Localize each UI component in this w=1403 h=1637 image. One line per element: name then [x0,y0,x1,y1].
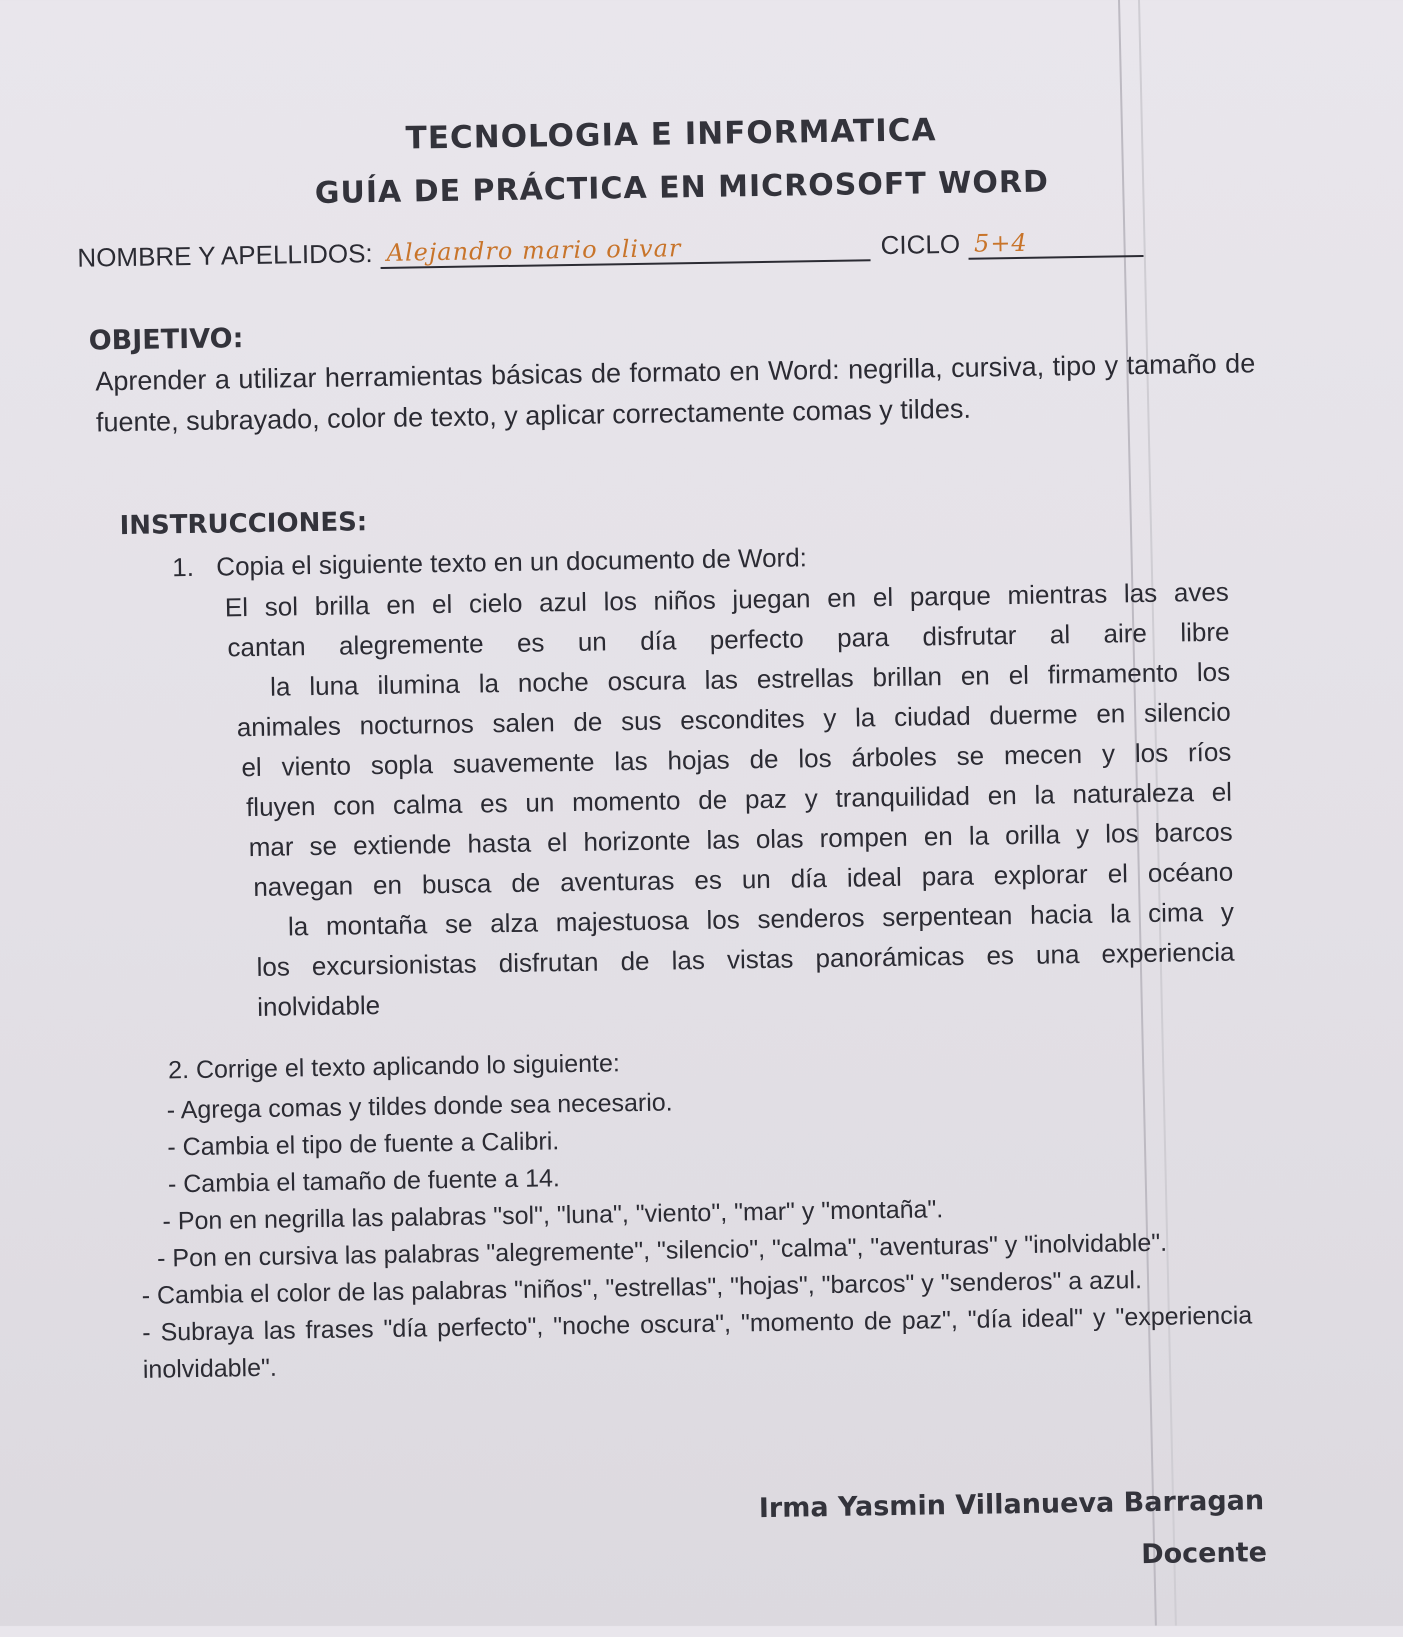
ciclo-field[interactable] [968,225,1143,260]
passage-line: navegan en busca de aventuras es un día ideal para explorar el océano [253,856,1234,903]
list-item: - Cambia el tamaño de fuente a 14. [167,1164,561,1199]
step-1-text: Copia el siguiente texto en un documento de Word: [216,542,808,582]
subject-title: TECNOLOGIA E INFORMATICA [405,112,937,157]
handwritten-ciclo: 5+4 [973,228,1028,258]
passage-line: cantan alegremente es un día perfecto para disfrutar al aire libre [227,616,1230,663]
name-field[interactable] [380,229,870,269]
step-2: 2. Corrige el texto aplicando lo siguiente: [167,1049,621,1085]
list-item: - Cambia el color de las palabras "niños", "estrellas", "hojas", "barcos" y "senderos" a azul. [141,1266,1143,1310]
passage-line: la luna ilumina la noche oscura las estrellas brillan en el firmamento los [269,656,1231,702]
teacher-name: Irma Yasmin Villanueva Barragan [758,1485,1265,1525]
list-item: - Pon en cursiva las palabras "alegremente", "silencio", "calma", "aventuras" y "inolvidable". [156,1228,1168,1273]
list-item: - Agrega comas y tildes donde sea necesario. [166,1088,673,1125]
ciclo-label: CICLO [880,228,961,261]
list-item: - Pon en negrilla las palabras "sol", "luna", "viento", "mar" y "montaña". [162,1195,944,1236]
list-item: - Subraya las frases "día perfecto", "noche oscura", "momento de paz", "día ideal" y "experiencia inolvidable". [142,1301,1253,1384]
objetivo-text: Aprender a utilizar herramientas básicas de formato en Word: negrilla, cursiva, tipo y tamaño de fuente, subrayado, color de texto, y aplicar correctamente comas y tildes. [95,348,1256,438]
passage-line: inolvidable [256,990,381,1022]
passage-line: los excursionistas disfrutan de las vistas panorámicas es una experiencia [256,936,1235,982]
guide-title: GUÍA DE PRÁCTICA EN MICROSOFT WORD [314,164,1050,211]
list-item: - Cambia el tipo de fuente a Calibri. [167,1127,560,1162]
passage-line: el viento sopla suavemente las hojas de los árboles se mecen y los ríos [241,736,1232,783]
practice-passage [225,572,1236,1028]
step-2-list [139,1075,1254,1388]
passage-line: animales nocturnos salen de sus escondites y la ciudad duerme en silencio [236,696,1231,743]
passage-line: El sol brilla en el cielo azul los niños juegan en el parque mientras las aves [224,576,1230,623]
passage-line: la montaña se alza majestuosa los senderos serpentean hacia la cima y [287,896,1235,942]
passage-line: mar se extiende hasta el horizonte las olas rompen en la orilla y los barcos [248,816,1233,863]
step-1-number: 1. [172,551,195,583]
step-1 [172,542,807,583]
teacher-role: Docente [1140,1537,1268,1571]
student-info-row [77,223,1267,274]
instrucciones-heading: INSTRUCCIONES: [119,507,368,542]
handwritten-name: Alejandro mario olivar [386,234,682,267]
name-label: NOMBRE Y APELLIDOS: [77,238,373,273]
objetivo-heading: OBJETIVO: [88,323,244,357]
passage-line: fluyen con calma es un momento de paz y tranquilidad en la naturaleza el [245,776,1233,823]
